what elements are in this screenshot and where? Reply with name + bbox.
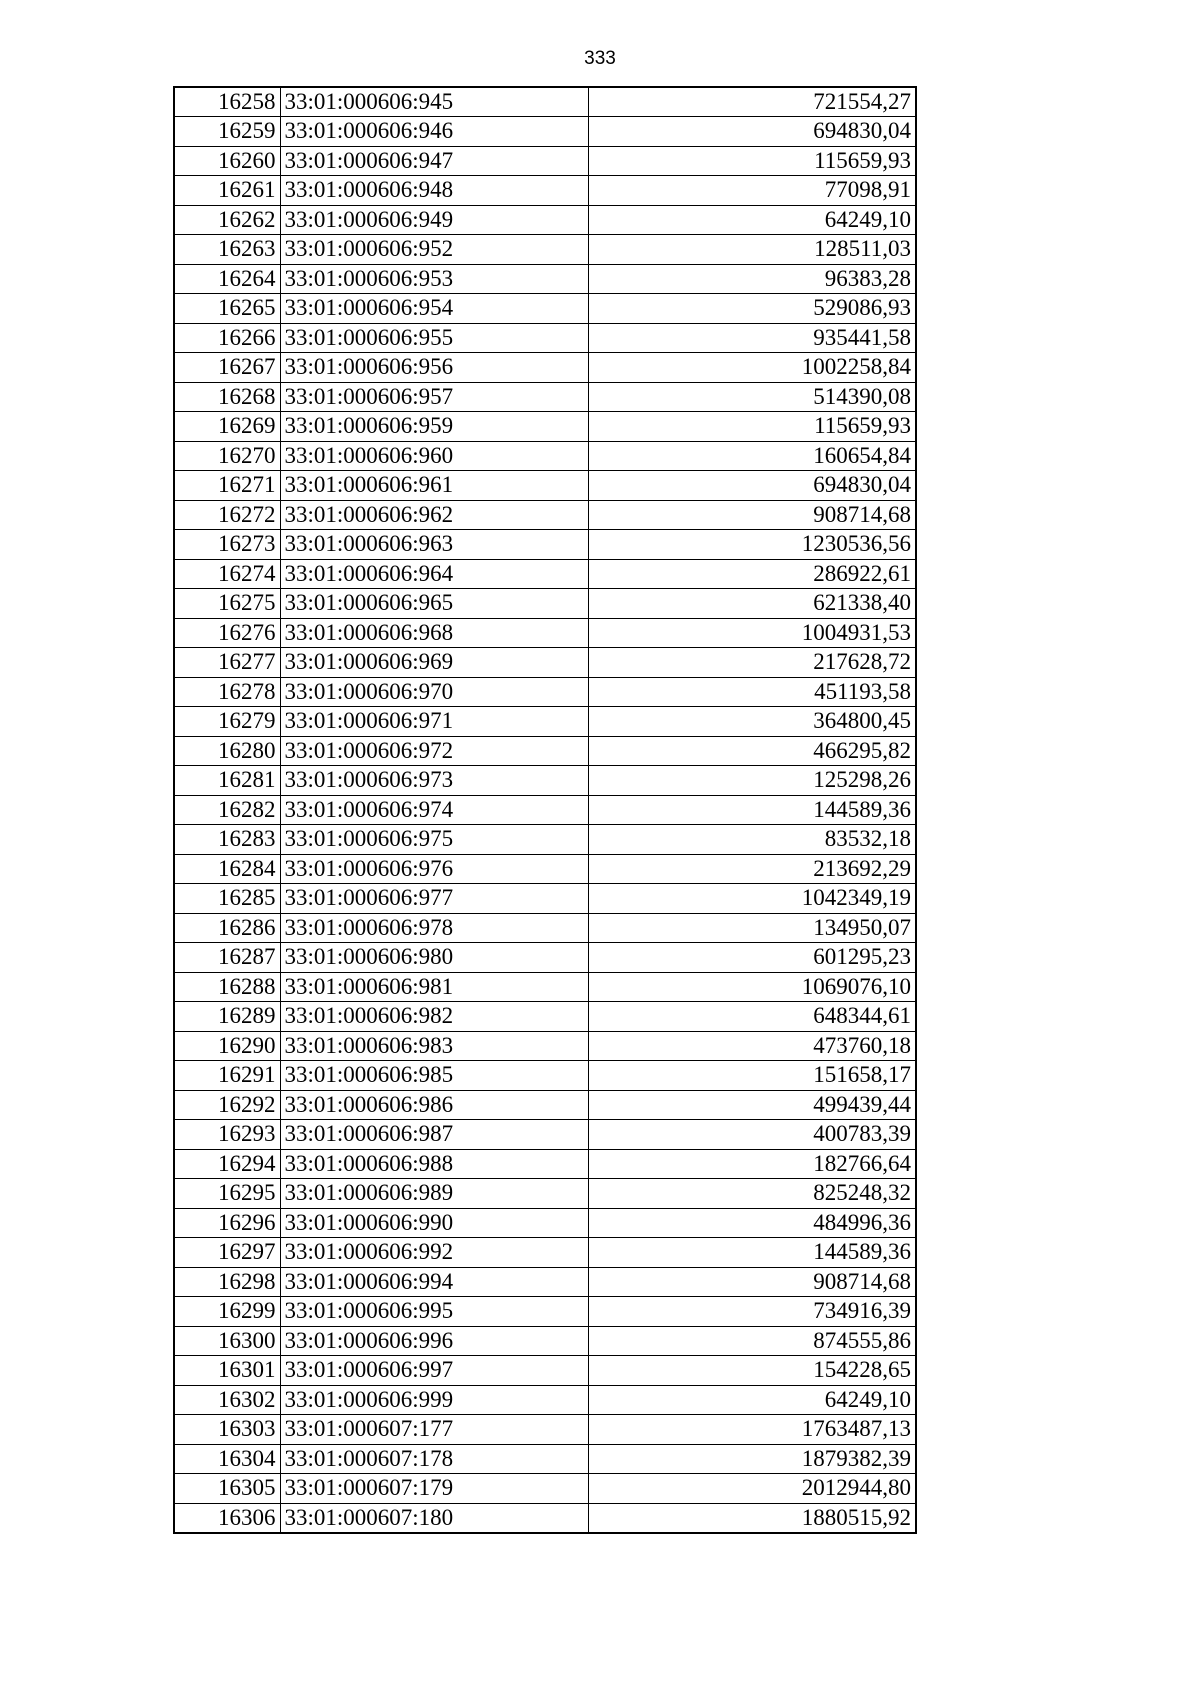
cadastral-number-cell: 33:01:000606:985 — [280, 1061, 588, 1091]
cadastral-number-cell: 33:01:000606:948 — [280, 176, 588, 206]
row-number-cell: 16259 — [174, 117, 280, 147]
table-row — [174, 117, 916, 147]
cadastral-number-cell: 33:01:000606:996 — [280, 1326, 588, 1356]
cadastral-value-cell: 115659,93 — [588, 412, 916, 442]
cadastral-value-cell: 286922,61 — [588, 559, 916, 589]
cadastral-value-cell: 217628,72 — [588, 648, 916, 678]
cadastral-value-cell: 2012944,80 — [588, 1474, 916, 1504]
cadastral-number-cell: 33:01:000606:961 — [280, 471, 588, 501]
cadastral-number-cell: 33:01:000606:997 — [280, 1356, 588, 1386]
cadastral-value-cell: 825248,32 — [588, 1179, 916, 1209]
table-row — [174, 1179, 916, 1209]
cadastral-value-cell: 115659,93 — [588, 146, 916, 176]
table-row — [174, 500, 916, 530]
cadastral-number-cell: 33:01:000606:983 — [280, 1031, 588, 1061]
row-number-cell: 16288 — [174, 972, 280, 1002]
cadastral-value-cell: 364800,45 — [588, 707, 916, 737]
cadastral-value-cell: 151658,17 — [588, 1061, 916, 1091]
row-number-cell: 16286 — [174, 913, 280, 943]
table-row — [174, 1267, 916, 1297]
cadastral-value-cell: 213692,29 — [588, 854, 916, 884]
cadastral-number-cell: 33:01:000606:987 — [280, 1120, 588, 1150]
cadastral-value-cell: 734916,39 — [588, 1297, 916, 1327]
table-row — [174, 972, 916, 1002]
table-row — [174, 412, 916, 442]
table-row — [174, 87, 916, 117]
cadastral-number-cell: 33:01:000606:999 — [280, 1385, 588, 1415]
row-number-cell: 16276 — [174, 618, 280, 648]
cadastral-number-cell: 33:01:000606:969 — [280, 648, 588, 678]
cadastral-number-cell: 33:01:000606:946 — [280, 117, 588, 147]
cadastral-value-cell: 1763487,13 — [588, 1415, 916, 1445]
row-number-cell: 16287 — [174, 943, 280, 973]
row-number-cell: 16298 — [174, 1267, 280, 1297]
row-number-cell: 16281 — [174, 766, 280, 796]
row-number-cell: 16285 — [174, 884, 280, 914]
cadastral-number-cell: 33:01:000606:954 — [280, 294, 588, 324]
row-number-cell: 16297 — [174, 1238, 280, 1268]
cadastral-number-cell: 33:01:000606:976 — [280, 854, 588, 884]
cadastral-number-cell: 33:01:000607:179 — [280, 1474, 588, 1504]
table-row — [174, 1415, 916, 1445]
cadastral-number-cell: 33:01:000606:953 — [280, 264, 588, 294]
cadastral-value-cell: 874555,86 — [588, 1326, 916, 1356]
table-row — [174, 913, 916, 943]
row-number-cell: 16284 — [174, 854, 280, 884]
cadastral-number-cell: 33:01:000606:960 — [280, 441, 588, 471]
cadastral-value-cell: 451193,58 — [588, 677, 916, 707]
cadastral-value-cell: 83532,18 — [588, 825, 916, 855]
row-number-cell: 16291 — [174, 1061, 280, 1091]
cadastral-number-cell: 33:01:000607:177 — [280, 1415, 588, 1445]
cadastral-value-cell: 154228,65 — [588, 1356, 916, 1386]
table-row — [174, 264, 916, 294]
table-body — [174, 87, 916, 1533]
table-row — [174, 382, 916, 412]
cadastral-number-cell: 33:01:000606:990 — [280, 1208, 588, 1238]
cadastral-value-cell: 514390,08 — [588, 382, 916, 412]
cadastral-value-cell: 601295,23 — [588, 943, 916, 973]
cadastral-number-cell: 33:01:000606:968 — [280, 618, 588, 648]
table-row — [174, 1208, 916, 1238]
cadastral-value-cell: 1880515,92 — [588, 1503, 916, 1533]
cadastral-value-cell: 125298,26 — [588, 766, 916, 796]
cadastral-number-cell: 33:01:000606:988 — [280, 1149, 588, 1179]
cadastral-value-cell: 1004931,53 — [588, 618, 916, 648]
cadastral-value-cell: 908714,68 — [588, 1267, 916, 1297]
table-row — [174, 854, 916, 884]
table-row — [174, 677, 916, 707]
row-number-cell: 16289 — [174, 1002, 280, 1032]
row-number-cell: 16295 — [174, 1179, 280, 1209]
cadastral-value-cell: 96383,28 — [588, 264, 916, 294]
cadastral-number-cell: 33:01:000606:995 — [280, 1297, 588, 1327]
cadastral-number-cell: 33:01:000606:978 — [280, 913, 588, 943]
row-number-cell: 16302 — [174, 1385, 280, 1415]
table-row — [174, 146, 916, 176]
cadastral-value-cell: 77098,91 — [588, 176, 916, 206]
table-row — [174, 471, 916, 501]
row-number-cell: 16306 — [174, 1503, 280, 1533]
cadastral-number-cell: 33:01:000606:965 — [280, 589, 588, 619]
table-row — [174, 618, 916, 648]
row-number-cell: 16294 — [174, 1149, 280, 1179]
table-row — [174, 943, 916, 973]
table-row — [174, 884, 916, 914]
table-row — [174, 235, 916, 265]
table-row — [174, 1002, 916, 1032]
row-number-cell: 16266 — [174, 323, 280, 353]
cadastral-number-cell: 33:01:000606:957 — [280, 382, 588, 412]
cadastral-value-table — [173, 86, 917, 1534]
table-row — [174, 707, 916, 737]
table-row — [174, 1031, 916, 1061]
row-number-cell: 16270 — [174, 441, 280, 471]
table-row — [174, 1444, 916, 1474]
table-row — [174, 736, 916, 766]
cadastral-value-cell: 128511,03 — [588, 235, 916, 265]
row-number-cell: 16293 — [174, 1120, 280, 1150]
row-number-cell: 16296 — [174, 1208, 280, 1238]
row-number-cell: 16292 — [174, 1090, 280, 1120]
row-number-cell: 16272 — [174, 500, 280, 530]
row-number-cell: 16279 — [174, 707, 280, 737]
row-number-cell: 16265 — [174, 294, 280, 324]
table-row — [174, 795, 916, 825]
table-row — [174, 1503, 916, 1533]
cadastral-value-cell: 1069076,10 — [588, 972, 916, 1002]
table-row — [174, 1326, 916, 1356]
table-row — [174, 353, 916, 383]
cadastral-value-cell: 144589,36 — [588, 1238, 916, 1268]
cadastral-value-cell: 1042349,19 — [588, 884, 916, 914]
cadastral-value-cell: 144589,36 — [588, 795, 916, 825]
row-number-cell: 16261 — [174, 176, 280, 206]
row-number-cell: 16267 — [174, 353, 280, 383]
row-number-cell: 16282 — [174, 795, 280, 825]
cadastral-number-cell: 33:01:000606:974 — [280, 795, 588, 825]
cadastral-number-cell: 33:01:000607:178 — [280, 1444, 588, 1474]
row-number-cell: 16280 — [174, 736, 280, 766]
row-number-cell: 16304 — [174, 1444, 280, 1474]
row-number-cell: 16278 — [174, 677, 280, 707]
row-number-cell: 16263 — [174, 235, 280, 265]
table-row — [174, 1474, 916, 1504]
row-number-cell: 16269 — [174, 412, 280, 442]
row-number-cell: 16262 — [174, 205, 280, 235]
cadastral-number-cell: 33:01:000606:986 — [280, 1090, 588, 1120]
cadastral-value-cell: 499439,44 — [588, 1090, 916, 1120]
table-row — [174, 589, 916, 619]
cadastral-value-cell: 400783,39 — [588, 1120, 916, 1150]
cadastral-value-cell: 134950,07 — [588, 913, 916, 943]
cadastral-value-cell: 694830,04 — [588, 471, 916, 501]
row-number-cell: 16264 — [174, 264, 280, 294]
table-row — [174, 323, 916, 353]
cadastral-value-cell: 64249,10 — [588, 1385, 916, 1415]
cadastral-number-cell: 33:01:000606:994 — [280, 1267, 588, 1297]
table-row — [174, 1149, 916, 1179]
row-number-cell: 16273 — [174, 530, 280, 560]
cadastral-value-cell: 721554,27 — [588, 87, 916, 117]
table-row — [174, 825, 916, 855]
table-row — [174, 648, 916, 678]
row-number-cell: 16271 — [174, 471, 280, 501]
cadastral-number-cell: 33:01:000606:955 — [280, 323, 588, 353]
table-row — [174, 1356, 916, 1386]
table-row — [174, 1297, 916, 1327]
cadastral-number-cell: 33:01:000606:947 — [280, 146, 588, 176]
cadastral-number-cell: 33:01:000606:956 — [280, 353, 588, 383]
row-number-cell: 16301 — [174, 1356, 280, 1386]
cadastral-number-cell: 33:01:000606:989 — [280, 1179, 588, 1209]
row-number-cell: 16258 — [174, 87, 280, 117]
table-row — [174, 205, 916, 235]
cadastral-number-cell: 33:01:000606:949 — [280, 205, 588, 235]
cadastral-number-cell: 33:01:000606:971 — [280, 707, 588, 737]
cadastral-number-cell: 33:01:000606:945 — [280, 87, 588, 117]
row-number-cell: 16274 — [174, 559, 280, 589]
row-number-cell: 16268 — [174, 382, 280, 412]
cadastral-value-cell: 484996,36 — [588, 1208, 916, 1238]
cadastral-number-cell: 33:01:000606:972 — [280, 736, 588, 766]
cadastral-number-cell: 33:01:000606:962 — [280, 500, 588, 530]
table-row — [174, 1061, 916, 1091]
cadastral-value-cell: 473760,18 — [588, 1031, 916, 1061]
row-number-cell: 16283 — [174, 825, 280, 855]
row-number-cell: 16277 — [174, 648, 280, 678]
cadastral-number-cell: 33:01:000606:982 — [280, 1002, 588, 1032]
page-number: 333 — [584, 48, 616, 69]
table-row — [174, 1090, 916, 1120]
cadastral-value-cell: 529086,93 — [588, 294, 916, 324]
cadastral-number-cell: 33:01:000606:977 — [280, 884, 588, 914]
table-row — [174, 1385, 916, 1415]
cadastral-number-cell: 33:01:000606:964 — [280, 559, 588, 589]
cadastral-number-cell: 33:01:000606:973 — [280, 766, 588, 796]
table-row — [174, 176, 916, 206]
row-number-cell: 16260 — [174, 146, 280, 176]
cadastral-value-cell: 1879382,39 — [588, 1444, 916, 1474]
table-row — [174, 1120, 916, 1150]
cadastral-value-cell: 64249,10 — [588, 205, 916, 235]
cadastral-number-cell: 33:01:000606:959 — [280, 412, 588, 442]
row-number-cell: 16299 — [174, 1297, 280, 1327]
cadastral-number-cell: 33:01:000606:975 — [280, 825, 588, 855]
cadastral-value-cell: 621338,40 — [588, 589, 916, 619]
row-number-cell: 16305 — [174, 1474, 280, 1504]
table-row — [174, 766, 916, 796]
cadastral-number-cell: 33:01:000606:981 — [280, 972, 588, 1002]
cadastral-value-cell: 1230536,56 — [588, 530, 916, 560]
row-number-cell: 16300 — [174, 1326, 280, 1356]
cadastral-value-cell: 182766,64 — [588, 1149, 916, 1179]
cadastral-number-cell: 33:01:000606:952 — [280, 235, 588, 265]
cadastral-value-cell: 908714,68 — [588, 500, 916, 530]
cadastral-value-cell: 648344,61 — [588, 1002, 916, 1032]
cadastral-number-cell: 33:01:000606:980 — [280, 943, 588, 973]
row-number-cell: 16303 — [174, 1415, 280, 1445]
row-number-cell: 16290 — [174, 1031, 280, 1061]
cadastral-value-cell: 160654,84 — [588, 441, 916, 471]
cadastral-number-cell: 33:01:000606:970 — [280, 677, 588, 707]
cadastral-value-cell: 466295,82 — [588, 736, 916, 766]
table-row — [174, 559, 916, 589]
cadastral-number-cell: 33:01:000606:992 — [280, 1238, 588, 1268]
cadastral-number-cell: 33:01:000607:180 — [280, 1503, 588, 1533]
table-row — [174, 294, 916, 324]
table-row — [174, 530, 916, 560]
table-row — [174, 441, 916, 471]
row-number-cell: 16275 — [174, 589, 280, 619]
cadastral-value-cell: 935441,58 — [588, 323, 916, 353]
cadastral-value-cell: 1002258,84 — [588, 353, 916, 383]
table-row — [174, 1238, 916, 1268]
cadastral-number-cell: 33:01:000606:963 — [280, 530, 588, 560]
cadastral-value-cell: 694830,04 — [588, 117, 916, 147]
